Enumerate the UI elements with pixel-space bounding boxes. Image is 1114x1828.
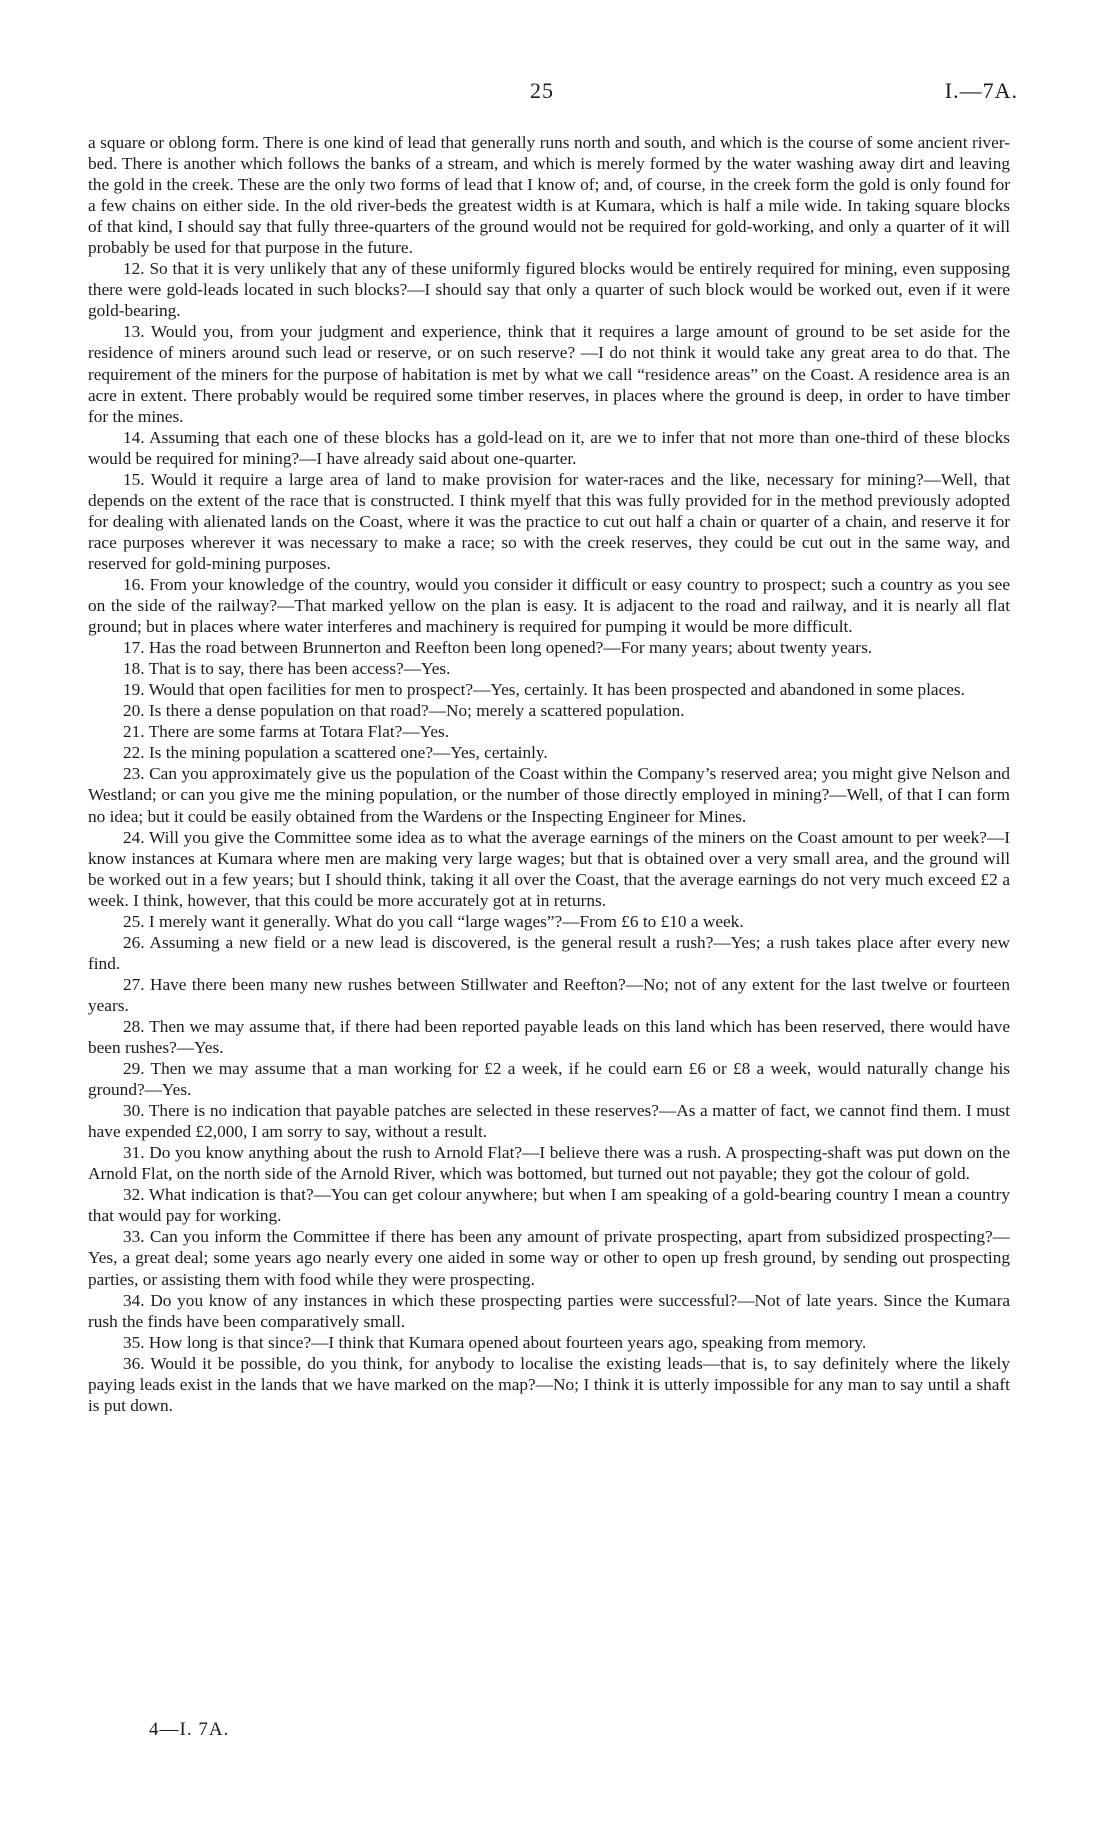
question-14: 14. Assuming that each one of these blocks has a gold-lead on it, are we to infer that not more than one-third of these blocks would be required for mining?—I have already said about one-quarter. bbox=[88, 427, 1010, 468]
question-17: 17. Has the road between Brunnerton and Reefton been long opened?—For many years; about twenty years. bbox=[123, 638, 873, 658]
question-29: 29. Then we may assume that a man working for £2 a week, if he could earn £6 or £8 a week, would naturally change his ground?—Yes. bbox=[88, 1059, 1010, 1100]
question-24: 24. Will you give the Committee some idea as to what the average earnings of the miners on the Coast amount to per week?—I know instances at Kumara where men are making very large wages; but that is obtained over a very small area, and the ground will be worked out in a few years; but I should think, taking it all over the Coast, that the average earnings do not very much exceed £2 a week. I think, however, that this could be more accurately got at in returns. bbox=[88, 827, 1010, 910]
signature-mark: 4—I. 7A. bbox=[149, 1719, 230, 1740]
question-13: 13. Would you, from your judgment and experience, think that it requires a large amount of ground to be set aside for the residence of miners around such lead or reserve, or on such reserve? —I do not think it would take any great area to do that. The requirement of the miners for the purpose of habitation is met by what we call “residence areas” on the Coast. A residence area is an acre in extent. There probably would be required some timber reserves, in places where the ground is deep, in order to have timber for the mines. bbox=[88, 322, 1010, 426]
body-text bbox=[88, 132, 1010, 1416]
question-16: 16. From your knowledge of the country, would you consider it difficult or easy country to prospect; such a country as you see on the side of the railway?—That marked yellow on the plan is easy. It is adjacent to the road and railway, and it is nearly all flat ground; but in places where water interferes and machinery is required for pumping it would be more difficult. bbox=[88, 574, 1010, 637]
question-35: 35. How long is that since?—I think that Kumara opened about fourteen years ago, speaking from memory. bbox=[123, 1332, 867, 1352]
paragraph-continuation: a square or oblong form. There is one kind of lead that generally runs north and south, and which is the course of some ancient river-bed. There is another which follows the banks of a stream, and which is merely formed by the water washing away dirt and leaving the gold in the creek. These are the only two forms of lead that I know of; and, of course, in the creek form the gold is only found for a few chains on either side. In the old river-beds the greatest width is at Kumara, which is half a mile wide. In taking square blocks of that kind, I should say that fully three-quarters of the ground would not be required for gold-working, and only a quarter of it will probably be used for that purpose in the future. bbox=[88, 133, 1010, 258]
question-22: 22. Is the mining population a scattered one?—Yes, certainly. bbox=[123, 743, 548, 763]
page-number: 25 bbox=[530, 78, 554, 103]
question-21: 21. There are some farms at Totara Flat?—Yes. bbox=[123, 722, 450, 742]
question-28: 28. Then we may assume that, if there had been reported payable leads on this land which has been reserved, there would have been rushes?—Yes. bbox=[88, 1016, 1010, 1058]
question-25: 25. I merely want it generally. What do you call “large wages”?—From £6 to £10 a week. bbox=[123, 911, 744, 931]
question-34: 34. Do you know of any instances in which these prospecting parties were successful?—Not of late years. Since the Kumara rush the finds have been comparatively small. bbox=[88, 1290, 1010, 1331]
question-30: 30. There is no indication that payable patches are selected in these reserves?—As a matter of fact, we cannot find them. I must have expended £2,000, I am sorry to say, without a result. bbox=[88, 1101, 1010, 1142]
question-23: 23. Can you approximately give us the population of the Coast within the Company’s reserved area; you might give Nelson and Westland; or can you give me the mining population, or the number of those directly employed in mining?—Well, of that I can form no idea; but it could be easily obtained from the Wardens or the Inspecting Engineer for Mines. bbox=[88, 764, 1010, 826]
question-33: 33. Can you inform the Committee if there has been any amount of private prospecting, apart from subsidized prospecting?—Yes, a great deal; some years ago nearly every one aided in some way or other to open up fresh ground, by sending out prospecting parties, or assisting them with food while they were prospecting. bbox=[88, 1227, 1010, 1289]
question-18: 18. That is to say, there has been access?—Yes. bbox=[123, 659, 451, 679]
question-36: 36. Would it be possible, do you think, for anybody to localise the existing leads—that is, to say definitely where the likely paying leads exist in the lands that we have marked on the map?—No; I think it is utterly impossible for any man to say until a shaft is put down. bbox=[88, 1353, 1010, 1415]
question-27: 27. Have there been many new rushes between Stillwater and Reefton?—No; not of any extent for the last twelve or fourteen years. bbox=[88, 974, 1010, 1015]
question-12: 12. So that it is very unlikely that any of these uniformly figured blocks would be entirely required for mining, even supposing there were gold-leads located in such blocks?—I should say that only a quarter of such block would be worked out, even if it were gold-bearing. bbox=[88, 259, 1010, 321]
question-20: 20. Is there a dense population on that road?—No; merely a scattered population. bbox=[123, 701, 685, 721]
question-26: 26. Assuming a new field or a new lead is discovered, is the general result a rush?—Yes; a rush takes place after every new find. bbox=[88, 932, 1010, 973]
question-15: 15. Would it require a large area of land to make provision for water-races and the like, necessary for mining?—Well, that depends on the extent of the race that is constructed. I think myelf that this was fully provided for in the method previously adopted for dealing with alienated lands on the Coast, where it was the practice to cut out half a chain or quarter of a chain, and reserve it for race purposes wherever it was necessary to make a race; so with the creek reserves, they could be cut out in the same way, and reserved for gold-mining purposes. bbox=[88, 469, 1010, 573]
question-32: 32. What indication is that?—You can get colour anywhere; but when I am speaking of a gold-bearing country I mean a country that would pay for working. bbox=[88, 1185, 1010, 1226]
question-19: 19. Would that open facilities for men to prospect?—Yes, certainly. It has been prospected and abandoned in some places. bbox=[123, 680, 965, 700]
document-reference: I.—7A. bbox=[944, 78, 1018, 103]
page-header bbox=[0, 78, 1114, 108]
question-31: 31. Do you know anything about the rush to Arnold Flat?—I believe there was a rush. A prospecting-shaft was put down on the Arnold Flat, on the north side of the Arnold River, which was bottomed, but turned out not payable; they got the colour of gold. bbox=[88, 1143, 1010, 1184]
